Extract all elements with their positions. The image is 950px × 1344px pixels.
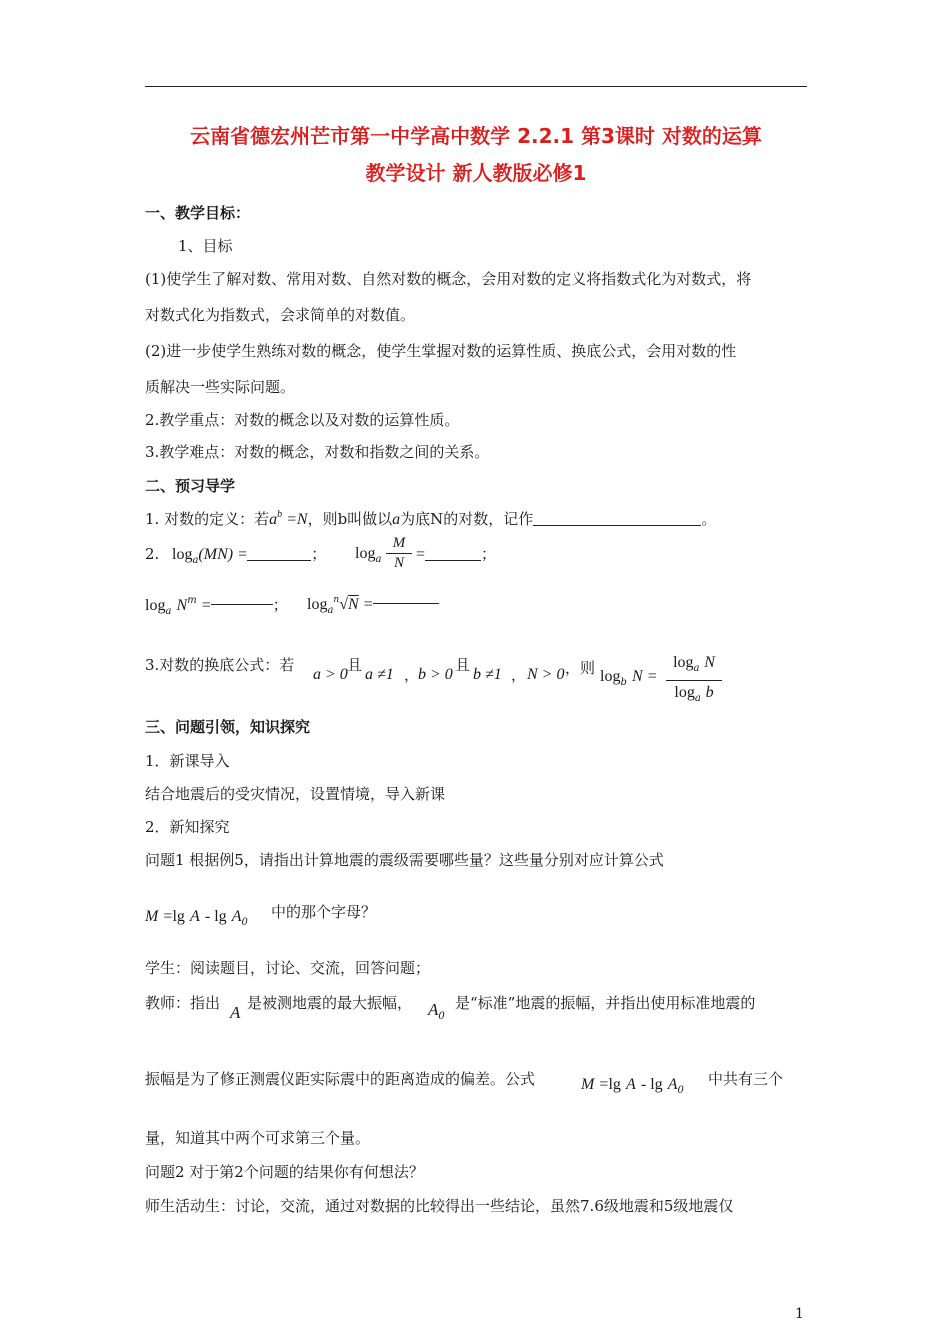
var-M: M (581, 1076, 595, 1093)
log-symbol: log (355, 545, 376, 562)
var-A0: A (667, 1076, 678, 1093)
title-line-2: 教学设计 新人教版必修1 (365, 161, 587, 185)
def-end: 。 (701, 510, 717, 528)
subscript-0: 0 (677, 1085, 684, 1096)
student-activity: 学生：阅读题目，讨论、交流，回答问题； (145, 959, 431, 977)
magnitude-formula-2 (581, 1074, 684, 1096)
var-MN: (MN) (198, 546, 234, 563)
change-of-base-fraction (666, 651, 722, 710)
header-rule (145, 86, 807, 87)
log-symbol: log (145, 597, 166, 614)
log-base: a (327, 605, 334, 616)
power-rule-blank[interactable] (211, 604, 273, 605)
amplitude-c: 量，知道其中两个可求第三个量。 (145, 1129, 371, 1147)
formula-a-pow-b (269, 511, 307, 528)
goal1-line1: (1)使学生了解对数、常用对数、自然对数的概念，会用对数的定义将指数式化为对数式，将 (145, 270, 752, 288)
new-lesson-intro-text: 结合地震后的受灾情况，设置情境，导入新课 (145, 785, 446, 803)
var-A: A (626, 1076, 636, 1093)
log-symbol: log (600, 668, 621, 685)
equals-sign: = (647, 668, 657, 685)
exponent-m: m (187, 595, 197, 606)
log-base: a (694, 693, 701, 704)
equals-sign: = (286, 511, 297, 528)
quotient-rule-rhs (416, 543, 496, 564)
var-N: N (631, 668, 643, 685)
numerator-log-a-N (666, 651, 722, 681)
def-text-b: ，则b叫做以 (307, 510, 393, 528)
log-symbol: log (673, 654, 694, 671)
section1-heading: 一、教学目标： (145, 204, 251, 222)
var-A0: A (428, 1000, 439, 1019)
quotient-rule-blank[interactable] (425, 560, 481, 561)
magnitude-formula-1 (145, 906, 248, 928)
change-of-base-a: 3.对数的换底公式：若 (145, 656, 295, 674)
log-root-rule (307, 594, 439, 616)
goal1-line2: 对数式化为指数式，会求简单的对数值。 (145, 306, 416, 324)
equals-sign: = (416, 546, 426, 563)
log-symbol: log (674, 684, 695, 701)
minus-lg: - lg (204, 908, 227, 925)
var-N: N (296, 511, 308, 528)
var-N: N (176, 597, 188, 614)
teaching-difficulty: 3.教学难点：对数的概念，对数和指数之间的关系。 (145, 443, 490, 461)
log-base: a (375, 554, 382, 565)
equals-sign: = (201, 597, 211, 614)
var-N: N (348, 596, 359, 613)
question-1-tail: 中的那个字母？ (271, 903, 377, 921)
comma-1: ， (404, 666, 420, 684)
root-index-n: n (333, 595, 340, 605)
var-A-teacher: A (230, 1003, 241, 1022)
semicolon: ； (481, 545, 497, 563)
change-of-base-then: ，则 (565, 659, 596, 677)
teaching-key-point: 2.教学重点：对数的概念以及对数的运算性质。 (145, 411, 460, 429)
change-of-base-lhs (600, 666, 657, 688)
amplitude-a: 振幅是为了修正测震仪距实际震中的距离造成的偏差。公式 (145, 1070, 536, 1088)
title-line-1: 云南省德宏州芒市第一中学高中数学 2.2.1 第3课时 对数的运算 (190, 124, 762, 148)
lg-symbol: lg (172, 908, 185, 925)
def-text-c: 为底N的对数，记作 (400, 510, 534, 528)
subscript-0: 0 (438, 1011, 445, 1022)
new-lesson-intro: 1．新课导入 (145, 752, 230, 770)
log-product-rule (172, 543, 326, 566)
amplitude-b: 中共有三个 (708, 1070, 784, 1088)
numerator-M: M (386, 534, 412, 554)
equals-sign: = (163, 908, 173, 925)
fraction-M-over-N (386, 534, 412, 573)
log-base: a (192, 555, 199, 566)
equals-sign: = (363, 596, 373, 613)
var-A0-teacher (428, 1000, 445, 1022)
var-A: A (190, 908, 200, 925)
teacher-b: 是被测地震的最大振幅， (247, 994, 413, 1012)
var-a: a (392, 511, 401, 528)
log-base: a (693, 663, 700, 674)
page-number: 1 (795, 1306, 804, 1322)
var-b: b (277, 509, 283, 520)
semicolon: ； (311, 545, 327, 563)
log-base-b: b (620, 677, 627, 688)
semicolon: ； (272, 596, 288, 614)
goal2-line1: (2)进一步使学生熟练对数的概念，使学生掌握对数的运算性质、换底公式，会用对数的性 (145, 342, 737, 360)
new-knowledge: 2．新知探究 (145, 818, 230, 836)
equals-sign: = (238, 546, 248, 563)
teacher-c: 是“标准”地震的振幅，并指出使用标准地震的 (455, 994, 756, 1012)
teacher-a: 教师：指出 (145, 994, 221, 1012)
cond-b-gt0: b > 0 (418, 666, 453, 683)
var-M: M (145, 908, 159, 925)
log-base: a (165, 606, 172, 617)
var-b: b (705, 684, 714, 701)
goal2-line2: 质解决一些实际问题。 (145, 378, 296, 396)
denominator-log-a-b (666, 681, 722, 710)
var-N: N (704, 654, 715, 671)
question-1: 问题1 根据例5，请指出计算地震的震级需要哪些量？这些量分别对应计算公式 (145, 851, 664, 869)
denominator-N: N (393, 555, 404, 571)
teacher-student-activity: 师生活动生：讨论，交流，通过对数据的比较得出一些结论，虽然7.6级地震和5级地震仅 (145, 1197, 734, 1215)
var-A0: A (231, 908, 242, 925)
cond-and-1: 且 (347, 656, 363, 674)
q2-label: 2. (145, 545, 160, 563)
cond-a-ne1: a ≠1 (365, 666, 394, 683)
log-power-rule (145, 594, 288, 617)
answer-blank[interactable] (533, 525, 701, 526)
log-symbol: log (307, 596, 328, 613)
radical-icon: √ (339, 596, 348, 613)
root-rule-blank[interactable] (373, 603, 439, 604)
log-quotient-label (355, 543, 381, 565)
section1-subheading: 1、目标 (178, 237, 233, 255)
minus-lg: - lg (640, 1076, 663, 1093)
cond-and-2: 且 (455, 656, 471, 674)
subscript-0: 0 (241, 917, 248, 928)
def-text-a: 1. 对数的定义：若 (145, 510, 270, 528)
product-rule-blank[interactable] (247, 560, 311, 561)
comma-2: ， (511, 666, 527, 684)
log-symbol: log (172, 546, 193, 563)
cond-b-ne1: b ≠1 (473, 666, 502, 683)
cond-a-gt0: a > 0 (313, 666, 348, 683)
question-2: 问题2 对于第2个问题的结果你有何想法？ (145, 1163, 424, 1181)
var-a: a (269, 511, 278, 528)
equals-sign: = (599, 1076, 609, 1093)
section2-heading: 二、预习导学 (145, 477, 236, 495)
log-definition (145, 508, 716, 529)
section3-heading: 三、问题引领，知识探究 (145, 718, 311, 736)
cond-N-gt0: N > 0 (527, 666, 565, 683)
lg-symbol: lg (608, 1076, 621, 1093)
